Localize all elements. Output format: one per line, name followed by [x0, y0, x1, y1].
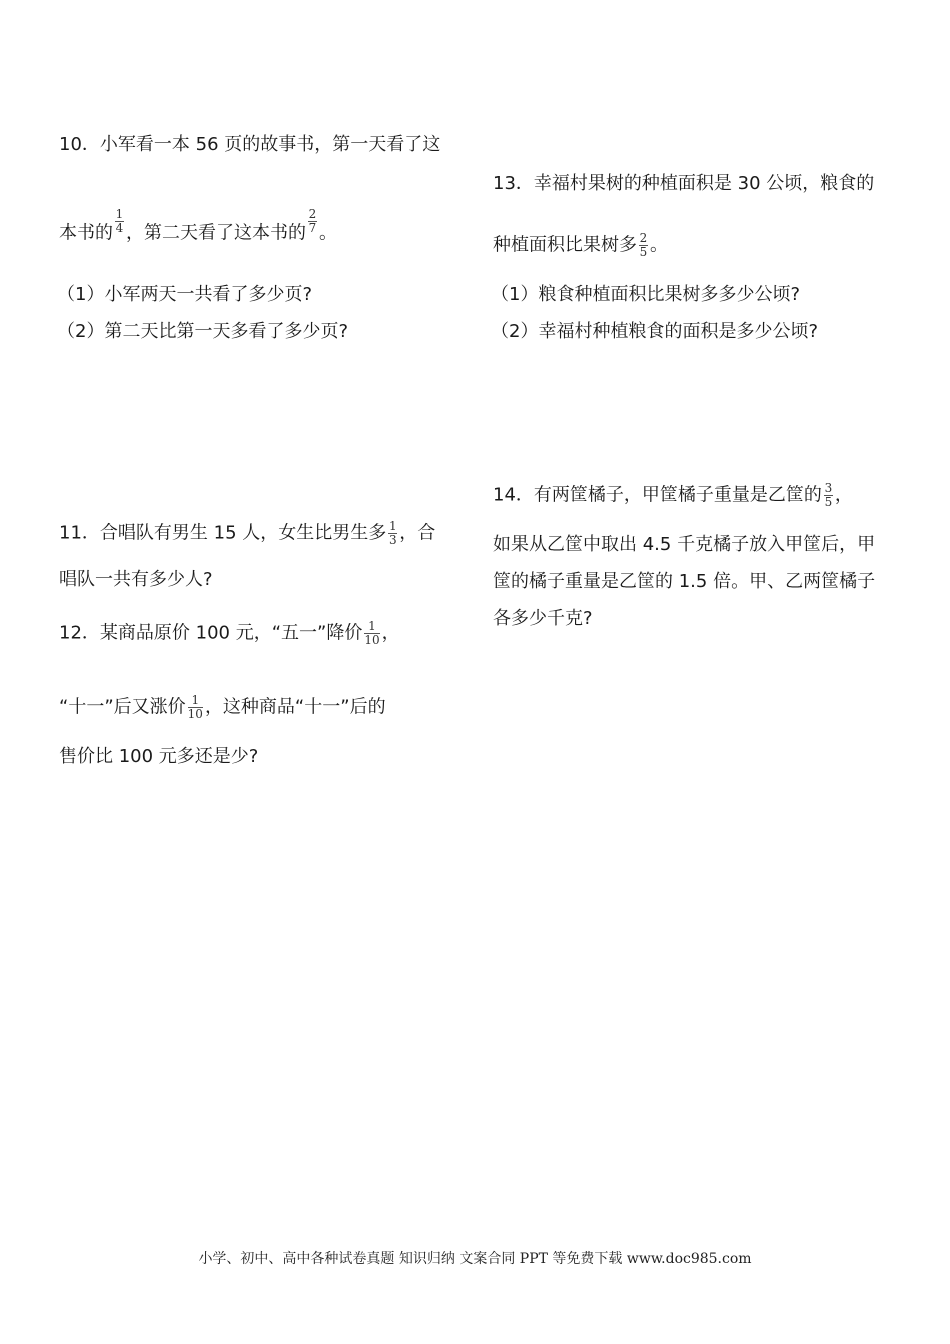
q13-line-1: 13．幸福村果树的种植面积是 30 公顷，粮食的 — [493, 173, 875, 194]
fraction-denominator: 4 — [115, 221, 124, 235]
q10-sub-2: （2）第二天比第一天多看了多少页? — [57, 321, 349, 342]
q10-fraction-2-7 — [308, 208, 317, 235]
fraction-denominator: 7 — [308, 221, 317, 235]
q11-line-2: 唱队一共有多少人? — [59, 569, 213, 590]
q12-line-1 — [59, 620, 400, 647]
q12-text-c: “十一”后又涨价 — [59, 696, 186, 718]
fraction-numerator: 2 — [639, 231, 648, 245]
q10-fraction-1-4 — [115, 208, 124, 235]
fraction-denominator: 10 — [364, 633, 380, 647]
fraction-numerator: 1 — [388, 519, 397, 533]
q10-sub-1: （1）小军两天一共看了多少页? — [57, 284, 313, 305]
q13-text-a: 种植面积比果树多 — [493, 234, 637, 256]
q12-text-a: 12．某商品原价 100 元，“五一”降价 — [59, 622, 363, 644]
fraction-numerator: 1 — [115, 207, 124, 221]
q14-line-3: 筐的橘子重量是乙筐的 1.5 倍。甲、乙两筐橘子 — [493, 571, 876, 592]
q10-line-1: 10．小军看一本 56 页的故事书，第一天看了这 — [59, 134, 441, 155]
q14-line-2: 如果从乙筐中取出 4.5 千克橘子放入甲筐后，甲 — [493, 534, 876, 555]
q12-text-b: ， — [381, 622, 400, 644]
q10-text-c: 。 — [319, 222, 337, 244]
q10-text-b: ，第二天看了这本书的 — [126, 222, 306, 244]
q12-line-2 — [59, 694, 386, 721]
q12-text-d: ，这种商品“十一”后的 — [204, 696, 386, 718]
q14-line-4: 各多少千克? — [493, 608, 593, 629]
q14-text-b: ， — [834, 484, 853, 506]
fraction-denominator: 10 — [187, 707, 203, 721]
q13-sub-2: （2）幸福村种植粮食的面积是多少公顷? — [491, 321, 819, 342]
fraction-denominator: 5 — [639, 245, 648, 259]
q12-fraction-1-10-a — [364, 620, 379, 647]
fraction-numerator: 2 — [308, 207, 317, 221]
q14-line-1 — [493, 482, 853, 509]
page-footer: 小学、初中、高中各种试卷真题 知识归纳 文案合同 PPT 等免费下载 www.doc985.com — [198, 1251, 752, 1267]
q14-fraction-3-5 — [824, 482, 833, 509]
q10-line-2 — [59, 207, 337, 247]
q11-text-a: 11．合唱队有男生 15 人，女生比男生多 — [59, 522, 387, 544]
fraction-denominator: 5 — [824, 495, 833, 509]
q13-sub-1: （1）粮食种植面积比果树多多少公顷? — [491, 284, 801, 305]
fraction-numerator: 3 — [824, 481, 833, 495]
q13-fraction-2-5 — [639, 232, 648, 259]
q12-fraction-1-10-b — [188, 694, 203, 721]
q13-text-b: 。 — [650, 234, 668, 256]
q13-line-2 — [493, 232, 668, 259]
q14-text-a: 14．有两筐橘子，甲筐橘子重量是乙筐的 — [493, 484, 822, 506]
q11-text-b: ，合 — [399, 522, 436, 544]
q11-fraction-1-3 — [388, 520, 397, 547]
fraction-numerator: 1 — [191, 693, 200, 707]
q10-text-a: 本书的 — [59, 222, 113, 244]
q11-line-1 — [59, 520, 435, 547]
fraction-denominator: 3 — [388, 533, 397, 547]
q12-line-3: 售价比 100 元多还是少? — [59, 746, 259, 767]
fraction-numerator: 1 — [368, 619, 376, 633]
